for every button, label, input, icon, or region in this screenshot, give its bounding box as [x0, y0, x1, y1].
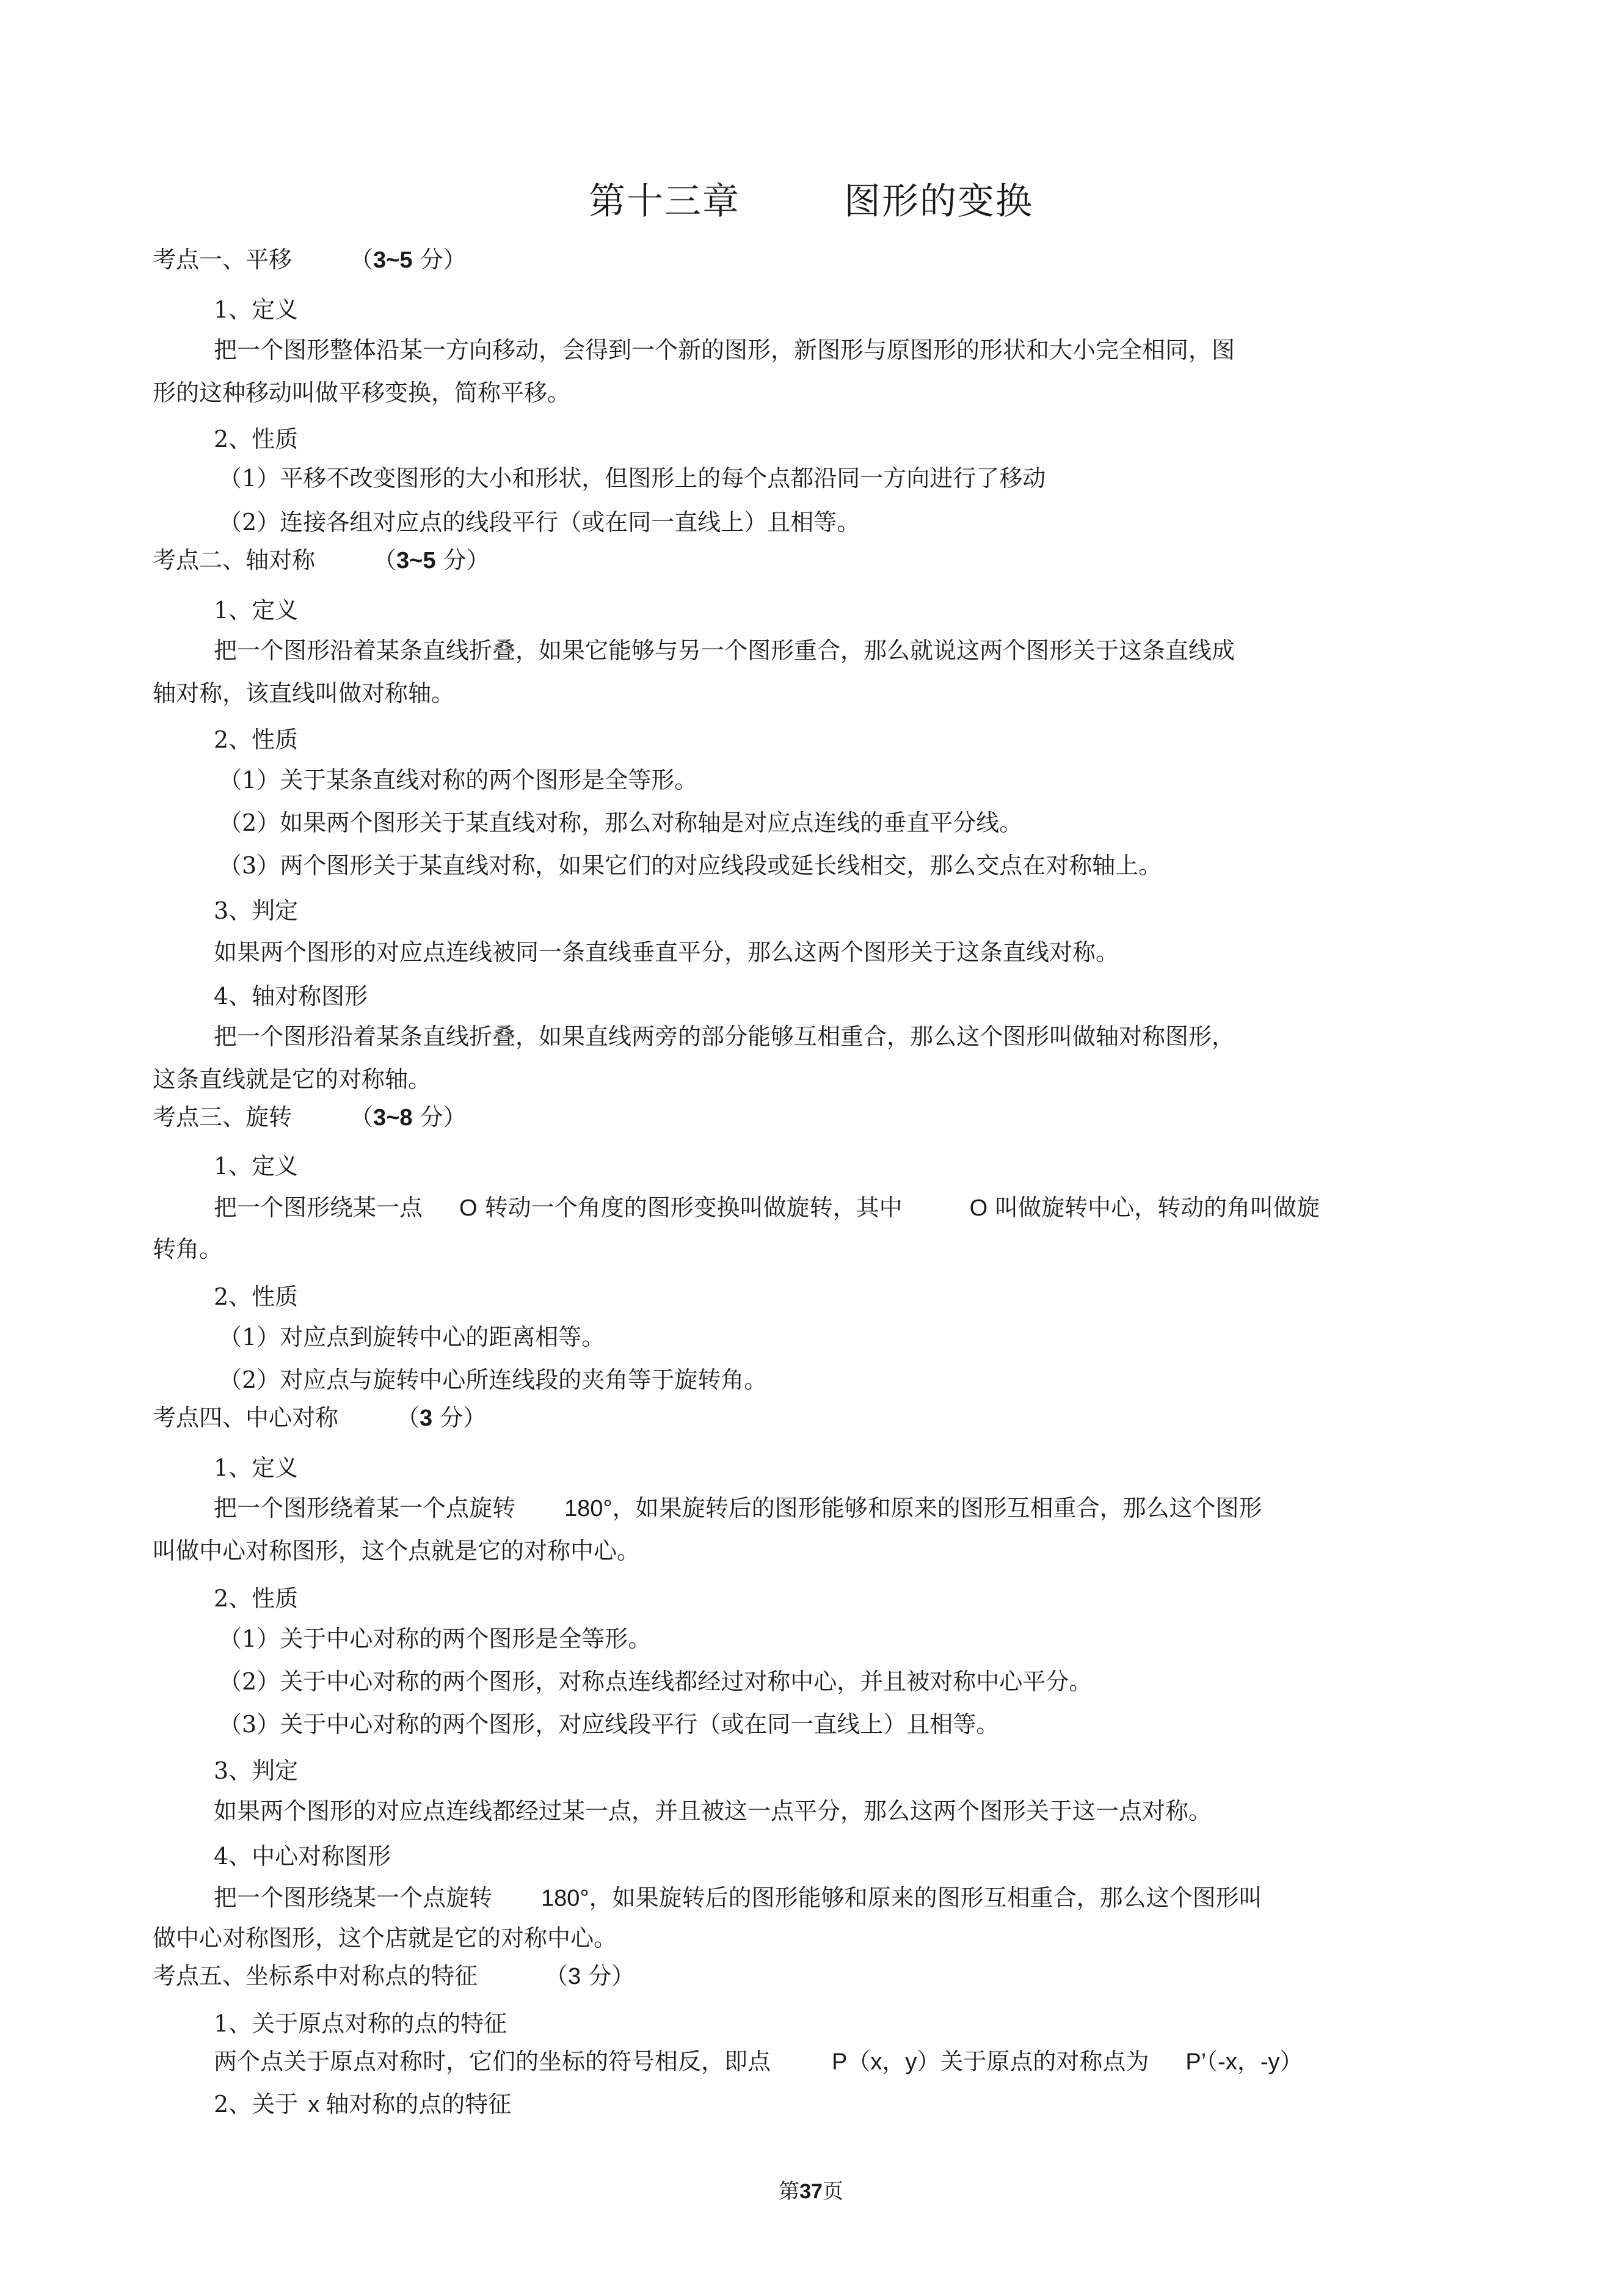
item-number: （1）	[219, 1625, 280, 1652]
text-segment: 把一个图形绕着某一个点旋转	[214, 1495, 516, 1522]
paragraph-line: 把一个图形沿着某条直线折叠，如果直线两旁的部分能够互相重合，那么这个图形叫做轴对称图形，	[214, 1023, 1235, 1050]
score-close: 分）	[435, 547, 490, 574]
score-open: （	[350, 1104, 374, 1131]
item-text: 对应点与旋转中心所连线段的夹角等于旋转角。	[280, 1366, 768, 1393]
item-number: （2）	[219, 1668, 280, 1695]
score-open: （	[545, 1963, 569, 1989]
score-open: （	[350, 246, 374, 273]
paragraph-line: 叫做中心对称图形，这个点就是它的对称中心。	[153, 1537, 641, 1564]
score-open: （	[373, 547, 397, 574]
subheading-figure: 4、中心对称图形	[214, 1843, 391, 1870]
subheading-origin-symmetry: 1、关于原点对称的点的特征	[214, 2010, 507, 2037]
angle-value: 180°	[564, 1496, 613, 1522]
paragraph-line	[214, 1884, 1262, 1912]
point-coordinates: P（x，y）	[832, 2049, 940, 2075]
paragraph-line	[214, 1494, 1262, 1523]
property-item	[219, 766, 697, 794]
item-number: （2）	[219, 1366, 280, 1393]
chapter-name: 图形的变换	[844, 180, 1033, 223]
section-heading-text: 考点三、旋转	[153, 1104, 293, 1131]
section-heading-text: 考点一、平移	[153, 246, 293, 273]
property-item	[219, 1366, 767, 1394]
score-close: 分）	[412, 1104, 467, 1131]
item-text: 两个图形关于某直线对称，如果它们的对应线段或延长线相交，那么交点在对称轴上。	[280, 852, 1162, 879]
section-heading-rotation	[153, 1103, 467, 1132]
score-value: 3~8	[373, 1105, 413, 1131]
subheading-judgement: 3、判定	[214, 897, 299, 924]
score-value: 3	[420, 1405, 433, 1431]
score-open: （	[396, 1404, 420, 1431]
score-close: 分）	[581, 1963, 635, 1989]
text-segment: 关于原点的对称点为	[940, 2048, 1149, 2075]
paragraph-line: 这条直线就是它的对称轴。	[153, 1066, 432, 1093]
section-heading-text: 考点二、轴对称	[153, 547, 316, 574]
item-text: 关于某条直线对称的两个图形是全等形。	[280, 767, 698, 793]
paragraph-line: 做中心对称图形，这个店就是它的对称中心。	[153, 1925, 617, 1952]
paragraph-line: 形的这种移动叫做平移变换，简称平移。	[153, 379, 571, 406]
subheading-properties: 2、性质	[214, 726, 299, 753]
item-text: 连接各组对应点的线段平行（或在同一直线上）且相等。	[280, 509, 860, 536]
subheading-figure: 4、轴对称图形	[214, 983, 368, 1010]
page-number	[0, 2174, 1622, 2204]
paragraph-line	[214, 2047, 1303, 2076]
point-label: O	[459, 1195, 478, 1221]
score-value: 3~5	[396, 548, 436, 574]
property-item	[219, 1667, 1092, 1696]
subheading-definition: 1、定义	[214, 597, 299, 624]
score-close: 分）	[432, 1404, 487, 1431]
section-heading-reflection	[153, 546, 490, 575]
item-number: （1）	[219, 465, 280, 492]
item-number: （3）	[219, 852, 280, 879]
text-segment: ，如果旋转后的图形能够和原来的图形互相重合，那么这个图形叫	[589, 1884, 1262, 1911]
paragraph-line: 如果两个图形的对应点连线都经过某一点，并且被这一点平分，那么这两个图形关于这一点对称。	[214, 1798, 1212, 1824]
axis-label: x	[308, 2092, 320, 2118]
paragraph-line: 如果两个图形的对应点连线被同一条直线垂直平分，那么这两个图形关于这条直线对称。	[214, 939, 1119, 966]
section-heading-text: 考点四、中心对称	[153, 1404, 339, 1431]
paragraph-line: 把一个图形沿着某条直线折叠，如果它能够与另一个图形重合，那么就说这两个图形关于这条直线成	[214, 637, 1235, 664]
paragraph-line: 把一个图形整体沿某一方向移动，会得到一个新的图形，新图形与原图形的形状和大小完全相同，图	[214, 337, 1235, 363]
subheading-properties: 2、性质	[214, 1585, 299, 1612]
paragraph-line: 轴对称，该直线叫做对称轴。	[153, 680, 455, 707]
section-heading-coordinates	[153, 1962, 635, 1991]
property-item	[219, 851, 1162, 880]
point-label: O	[969, 1195, 988, 1221]
paragraph-line: 转角。	[153, 1236, 223, 1263]
score-value: 3~5	[373, 247, 413, 273]
subheading-x-axis-symmetry	[214, 2090, 511, 2119]
property-item	[219, 464, 1046, 492]
chapter-number: 第十三章	[589, 180, 740, 223]
item-text: 平移不改变图形的大小和形状，但图形上的每个点都沿同一方向进行了移动	[280, 465, 1046, 492]
page-number-prefix: 第	[779, 2179, 800, 2204]
subheading-definition: 1、定义	[214, 1454, 299, 1481]
point-coordinates: P’（-x，-y）	[1185, 2049, 1303, 2075]
angle-value: 180°	[541, 1886, 589, 1911]
text-segment: 2、关于	[214, 2091, 299, 2118]
item-number: （1）	[219, 1324, 280, 1350]
subheading-properties: 2、性质	[214, 1283, 299, 1310]
property-item	[219, 1323, 605, 1351]
text-segment: 轴对称的点的特征	[325, 2091, 512, 2118]
text-segment: 把一个图形绕某一点	[214, 1194, 423, 1221]
chapter-title	[0, 172, 1622, 225]
score-close: 分）	[412, 246, 467, 273]
text-segment: ，如果旋转后的图形能够和原来的图形互相重合，那么这个图形	[612, 1495, 1262, 1522]
score-value: 3	[568, 1964, 581, 1989]
subheading-definition: 1、定义	[214, 1153, 299, 1179]
item-number: （3）	[219, 1711, 280, 1738]
item-text: 如果两个图形关于某直线对称，那么对称轴是对应点连线的垂直平分线。	[280, 809, 1023, 836]
text-segment: 叫做旋转中心，转动的角叫做旋	[995, 1194, 1320, 1221]
property-item	[219, 809, 1022, 837]
section-heading-text: 考点五、坐标系中对称点的特征	[153, 1963, 478, 1989]
section-heading-central-symmetry	[153, 1404, 486, 1432]
subheading-definition: 1、定义	[214, 296, 299, 323]
subheading-properties: 2、性质	[214, 426, 299, 453]
item-text: 关于中心对称的两个图形是全等形。	[280, 1625, 652, 1652]
item-text: 对应点到旋转中心的距离相等。	[280, 1324, 605, 1350]
text-segment: 两个点关于原点对称时，它们的坐标的符号相反，即点	[214, 2048, 771, 2075]
property-item	[219, 1710, 999, 1738]
item-number: （2）	[219, 509, 280, 536]
page-number-value: 37	[799, 2180, 823, 2203]
paragraph-line	[214, 1194, 1320, 1222]
property-item	[219, 1625, 651, 1653]
item-text: 关于中心对称的两个图形，对称点连线都经过对称中心，并且被对称中心平分。	[280, 1668, 1093, 1695]
text-segment: 把一个图形绕某一个点旋转	[214, 1884, 493, 1911]
property-item	[219, 508, 860, 536]
item-number: （1）	[219, 767, 280, 793]
subheading-judgement: 3、判定	[214, 1757, 299, 1784]
item-text: 关于中心对称的两个图形，对应线段平行（或在同一直线上）且相等。	[280, 1711, 1000, 1738]
text-segment: 转动一个角度的图形变换叫做旋转，其中	[484, 1194, 903, 1221]
page-number-suffix: 页	[822, 2179, 843, 2204]
section-heading-translation	[153, 246, 467, 274]
item-number: （2）	[219, 809, 280, 836]
